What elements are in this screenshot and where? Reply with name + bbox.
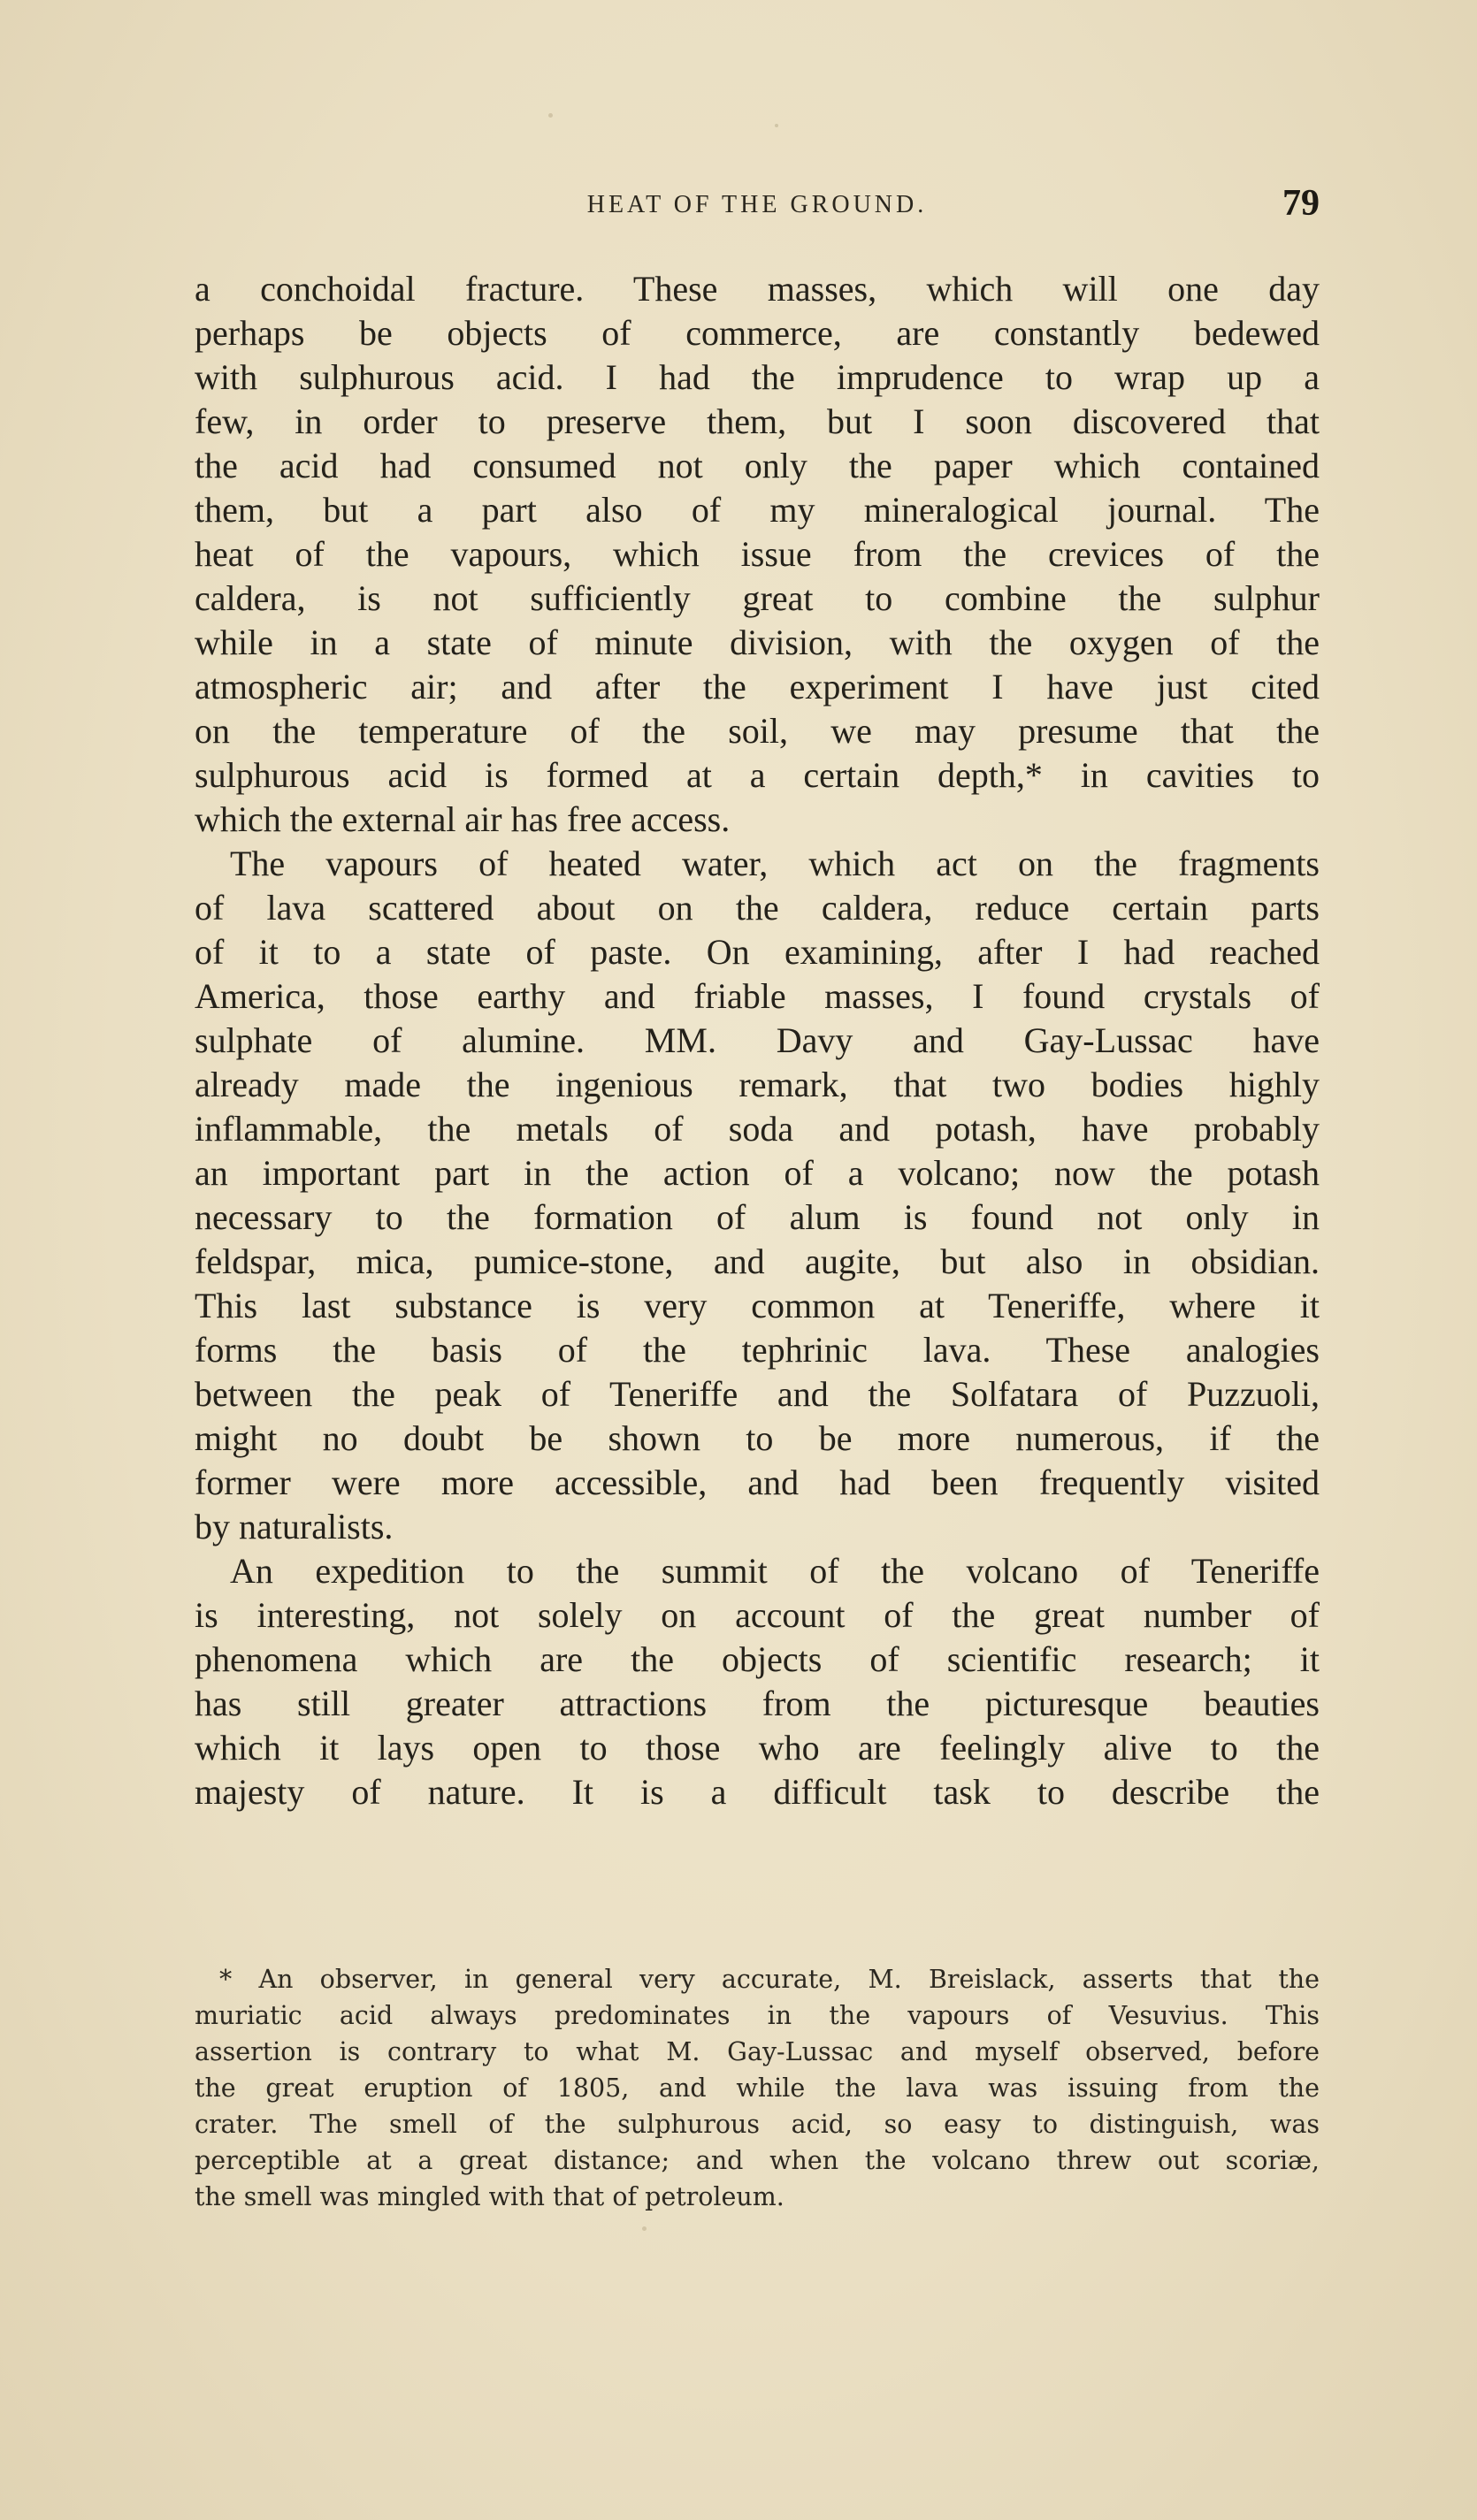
text-line: has still greater attractions from the picturesque beauties — [195, 1684, 1320, 1723]
text-line: is interesting, not solely on account of the great number of — [195, 1595, 1320, 1635]
text-line: heat of the vapours, which issue from the crevices of the — [195, 534, 1320, 574]
text-line: them, but a part also of my mineralogical journal. The — [195, 490, 1320, 530]
footnote-line: muriatic acid always predominates in the vapours of Vesuvius. This — [195, 2001, 1320, 2030]
footnote-line: assertion is contrary to what M. Gay-Lussac and myself observed, before — [195, 2037, 1320, 2066]
text-line: necessary to the formation of alum is found not only in — [195, 1197, 1320, 1237]
text-line: The vapours of heated water, which act on the fragments — [230, 844, 1320, 883]
text-line: atmospheric air; and after the experiment I have just cited — [195, 667, 1320, 706]
text-line: sulphate of alumine. MM. Davy and Gay-Lussac have — [195, 1020, 1320, 1060]
footnote-line: crater. The smell of the sulphurous acid, so easy to distinguish, was — [195, 2110, 1320, 2139]
text-line: An expedition to the summit of the volcano of Teneriffe — [230, 1551, 1320, 1591]
text-line: of it to a state of paste. On examining, after I had reached — [195, 932, 1320, 972]
text-line: forms the basis of the tephrinic lava. These analogies — [195, 1330, 1320, 1370]
text-line: an important part in the action of a volcano; now the potash — [195, 1153, 1320, 1193]
text-line: which it lays open to those who are feelingly alive to the — [195, 1728, 1320, 1768]
text-line: feldspar, mica, pumice-stone, and augite, but also in obsidian. — [195, 1241, 1320, 1281]
text-line: This last substance is very common at Teneriffe, where it — [195, 1286, 1320, 1325]
text-line: by naturalists. — [195, 1507, 394, 1546]
page-number: 79 — [1282, 183, 1320, 224]
text-line: few, in order to preserve them, but I soon discovered that — [195, 401, 1320, 441]
text-line: of lava scattered about on the caldera, reduce certain parts — [195, 888, 1320, 928]
text-line: which the external air has free access. — [195, 799, 731, 839]
paper-speck — [775, 124, 778, 127]
text-line: a conchoidal fracture. These masses, which will one day — [195, 269, 1320, 309]
text-line: on the temperature of the soil, we may presume that the — [195, 711, 1320, 751]
text-line: while in a state of minute division, with the oxygen of the — [195, 622, 1320, 662]
text-line: between the peak of Teneriffe and the Solfatara of Puzzuoli, — [195, 1374, 1320, 1414]
text-line: phenomena which are the objects of scientific research; it — [195, 1639, 1320, 1679]
text-line: the acid had consumed not only the paper which contained — [195, 446, 1320, 485]
running-head-title: HEAT OF THE GROUND. — [586, 191, 928, 218]
text-line: America, those earthy and friable masses, I found crystals of — [195, 976, 1320, 1016]
text-line: already made the ingenious remark, that two bodies highly — [195, 1065, 1320, 1104]
footnote — [195, 1961, 1320, 2215]
body-text — [195, 267, 1320, 1814]
text-line: majesty of nature. It is a difficult task to describe the — [195, 1772, 1320, 1812]
running-head — [195, 183, 1320, 235]
paper-speck — [548, 113, 553, 118]
footnote-line: the great eruption of 1805, and while the lava was issuing from the — [195, 2073, 1320, 2103]
text-line: caldera, is not sufficiently great to combine the sulphur — [195, 578, 1320, 618]
footnote-line: perceptible at a great distance; and when the volcano threw out scoriæ, — [195, 2146, 1320, 2175]
text-line: might no doubt be shown to be more numerous, if the — [195, 1418, 1320, 1458]
text-line: former were more accessible, and had been frequently visited — [195, 1462, 1320, 1502]
text-line: with sulphurous acid. I had the imprudence to wrap up a — [195, 357, 1320, 397]
text-line: inflammable, the metals of soda and potash, have probably — [195, 1109, 1320, 1149]
text-line: sulphurous acid is formed at a certain depth,* in cavities to — [195, 755, 1320, 795]
footnote-line: * An observer, in general very accurate, M. Breislack, asserts that the — [219, 1965, 1320, 1994]
paper-speck — [642, 2226, 647, 2231]
text-line: perhaps be objects of commerce, are constantly bedewed — [195, 313, 1320, 353]
footnote-line: the smell was mingled with that of petroleum. — [195, 2182, 784, 2211]
